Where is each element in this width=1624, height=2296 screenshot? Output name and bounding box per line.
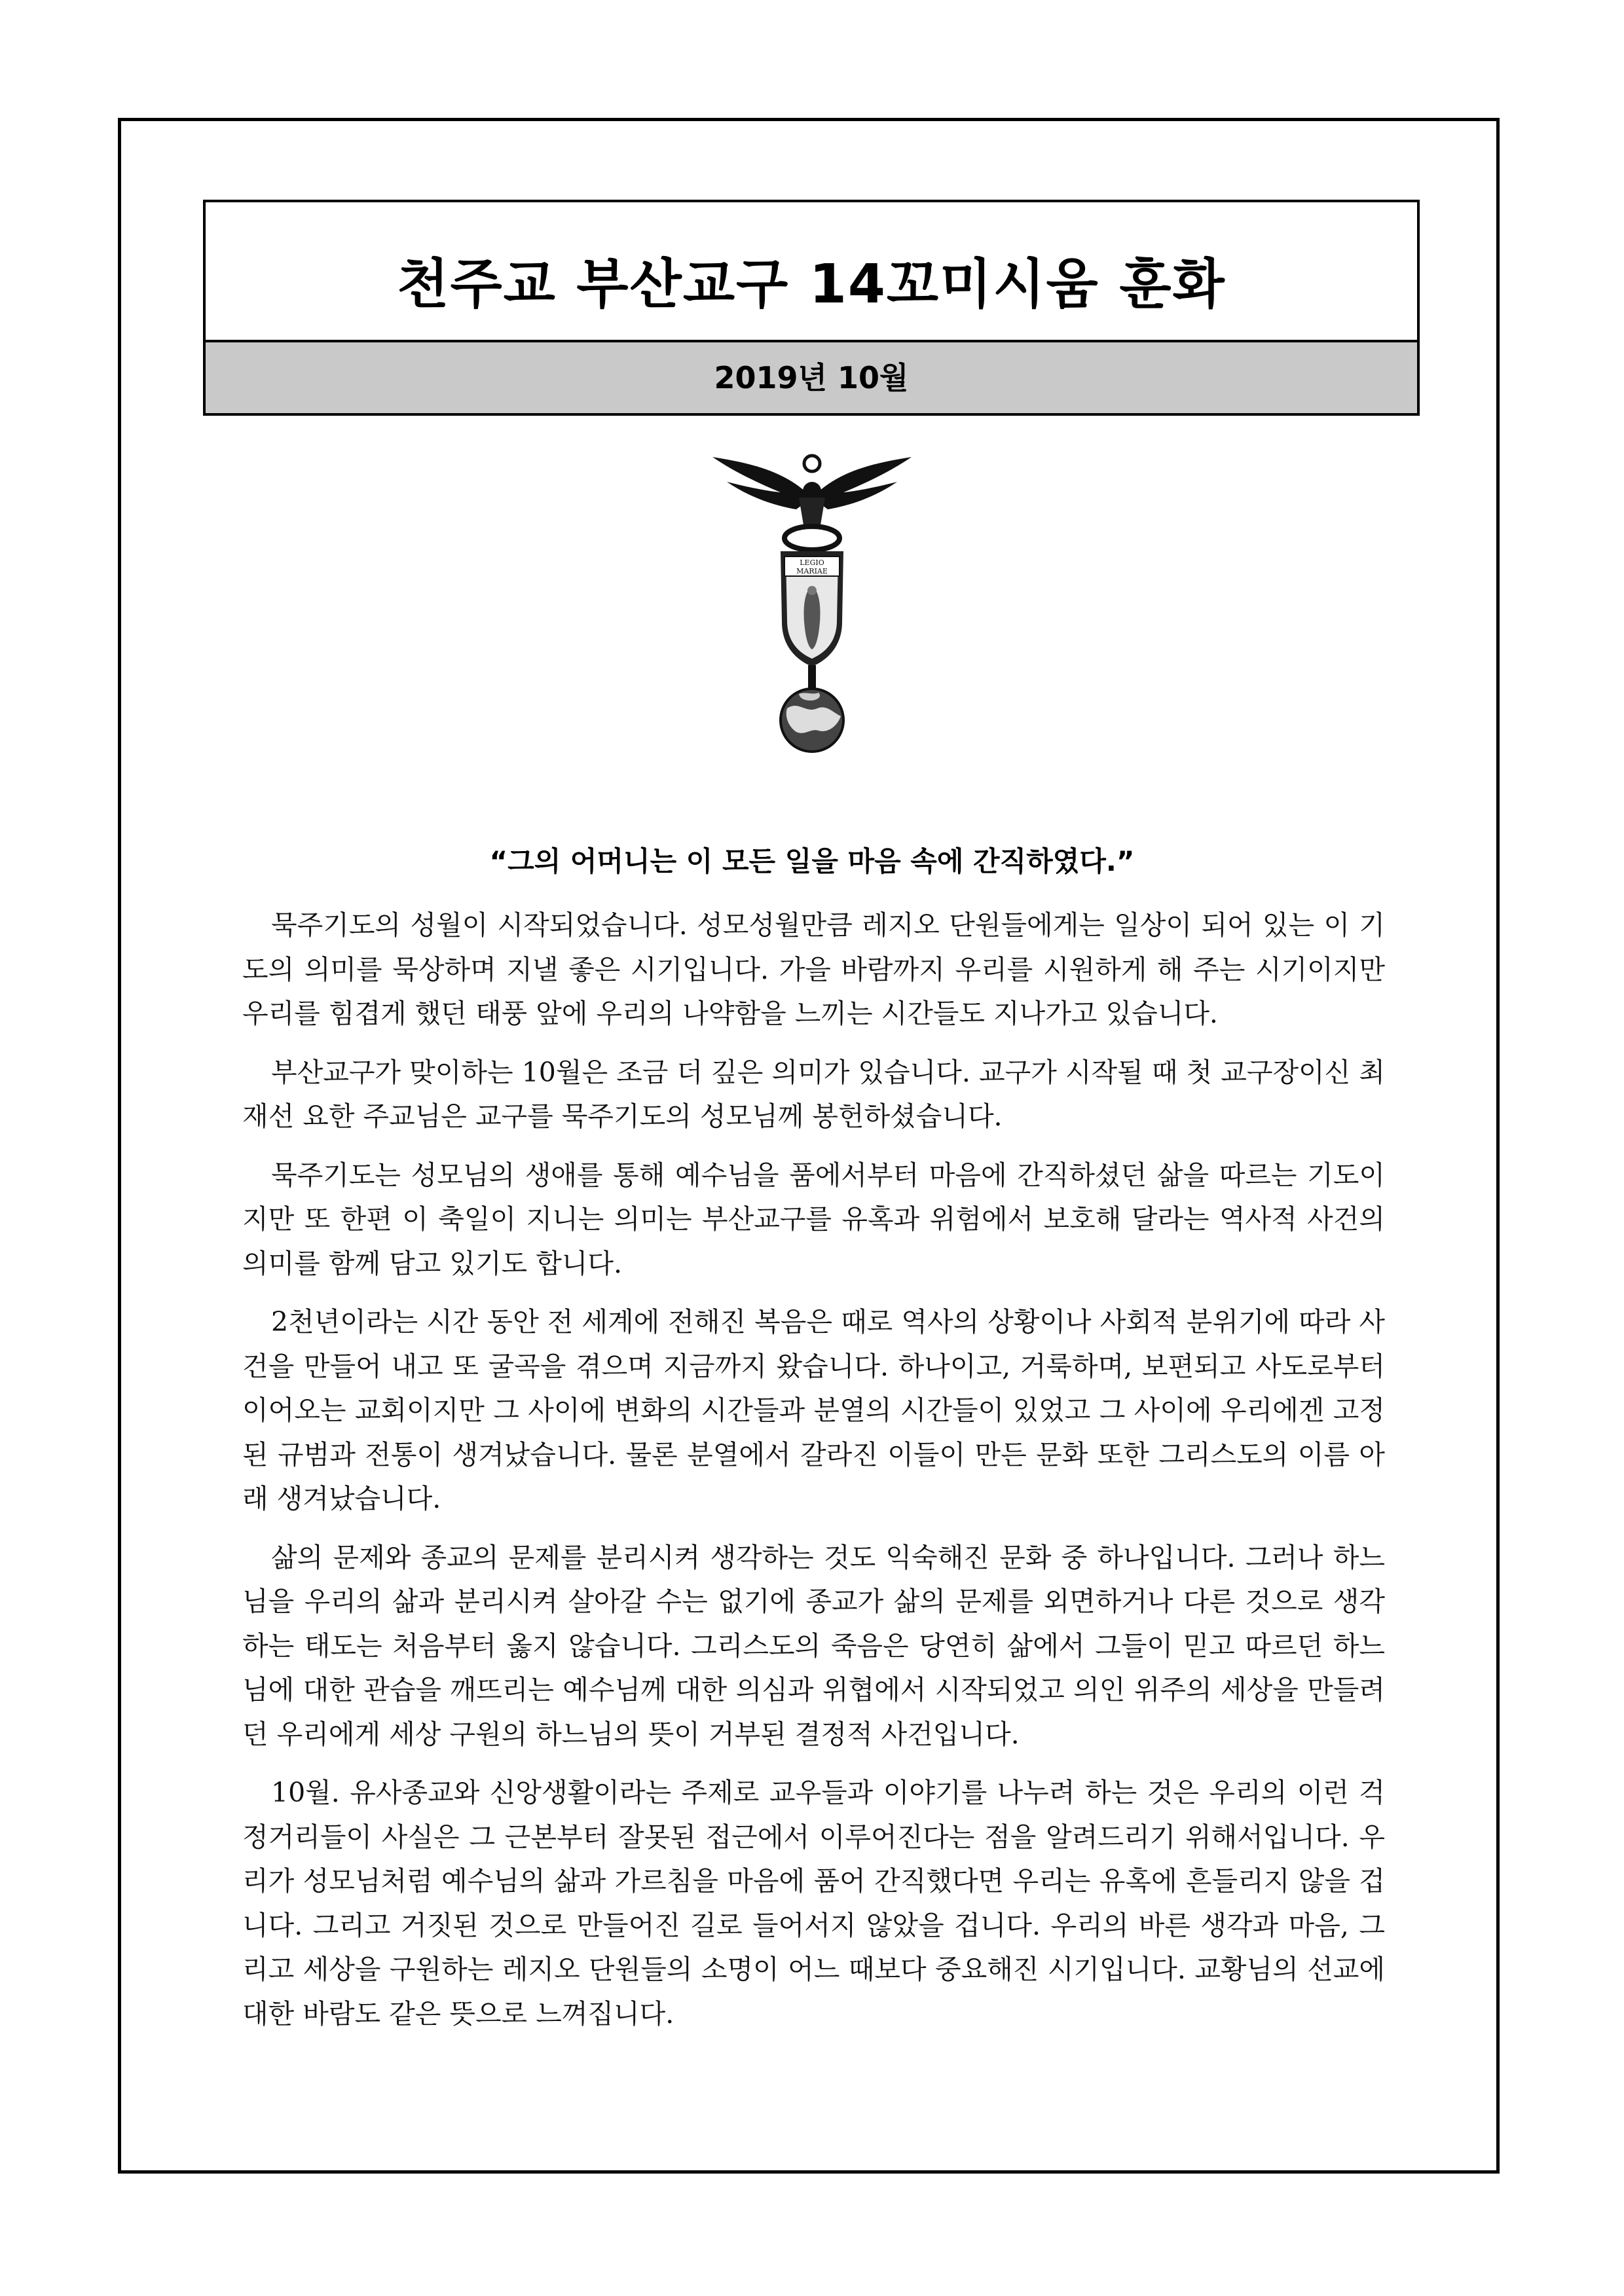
homily-body <box>242 903 1385 2050</box>
paragraph: 10월. 유사종교와 신앙생활이라는 주제로 교우들과 이야기를 나누려 하는 것은 우리의 이런 걱정거리들이 사실은 그 근본부터 잘못된 접근에서 이루어진다는 점을 알려드리기 위해서입니다. 우리가 성모님처럼 예수님의 삶과 가르침을 마음에 품어 간직했다면 우리는 유혹에 흔들리지 않을 겁니다. 그리고 거짓된 것으로 만들어진 길로 들어서지 않았을 겁니다. 우리의 바른 생각과 마음, 그리고 세상을 구원하는 레지오 단원들의 소명이 어느 때보다 중요해진 시기입니다. 교황님의 선교에 대한 바람도 같은 뜻으로 느껴집니다. <box>242 1777 1385 2030</box>
title-box <box>203 200 1420 416</box>
paragraph: 삶의 문제와 종교의 문제를 분리시켜 생각하는 것도 익숙해진 문화 중 하나입니다. 그러나 하느님을 우리의 삶과 분리시켜 살아갈 수는 없기에 종교가 삶의 문제를 외면하거나 다른 것으로 생각하는 태도는 처음부터 옳지 않습니다. 그리스도의 죽음은 당연히 삶에서 그들이 믿고 따르던 하느님에 대한 관습을 깨뜨리는 예수님께 대한 의심과 위협에서 시작되었고 의인 위주의 세상을 만들려던 우리에게 세상 구원의 하느님의 뜻이 거부된 결정적 사건입니다. <box>242 1541 1385 1750</box>
emblem-caption-legio: LEGIO <box>800 558 824 567</box>
paragraph: 묵주기도의 성월이 시작되었습니다. 성모성월만큼 레지오 단원들에게는 일상이 되어 있는 이 기도의 의미를 묵상하며 지낼 좋은 시기입니다. 가을 바람까지 우리를 시원하게 해 주는 시기이지만 우리를 힘겹게 했던 태풍 앞에 우리의 나약함을 느끼는 시간들도 지나가고 있습니다. <box>242 909 1385 1029</box>
document-title: 천주교 부산교구 14꼬미시움 훈화 <box>397 253 1226 316</box>
scripture-quote: “그의 어머니는 이 모든 일을 마음 속에 간직하였다.” <box>489 845 1135 877</box>
legio-mariae-vexillum-icon <box>707 452 917 753</box>
paragraph: 2천년이라는 시간 동안 전 세계에 전해진 복음은 때로 역사의 상황이나 사회적 분위기에 따라 사건을 만들어 내고 또 굴곡을 겪으며 지금까지 왔습니다. 하나이고, 거룩하며, 보편되고 사도로부터 이어오는 교회이지만 그 사이에 변화의 시간들과 분열의 시간들이 있었고 그 사이에 우리에겐 고정된 규범과 전통이 생겨났습니다. 물론 분열에서 갈라진 이들이 만든 문화 또한 그리스도의 이름 아래 생겨났습니다. <box>242 1306 1385 1514</box>
document-date: 2019년 10월 <box>206 340 1417 413</box>
paragraph: 묵주기도는 성모님의 생애를 통해 예수님을 품에서부터 마음에 간직하셨던 삶을 따르는 기도이지만 또 한편 이 축일이 지니는 의미는 부산교구를 유혹과 위험에서 보호해 달라는 역사적 사건의 의미를 함께 담고 있기도 합니다. <box>242 1159 1385 1279</box>
paragraph: 부산교구가 맞이하는 10월은 조금 더 깊은 의미가 있습니다. 교구가 시작될 때 첫 교구장이신 최재선 요한 주교님은 교구를 묵주기도의 성모님께 봉헌하셨습니다. <box>242 1056 1385 1132</box>
emblem-caption-mariae: MARIAE <box>796 567 828 575</box>
